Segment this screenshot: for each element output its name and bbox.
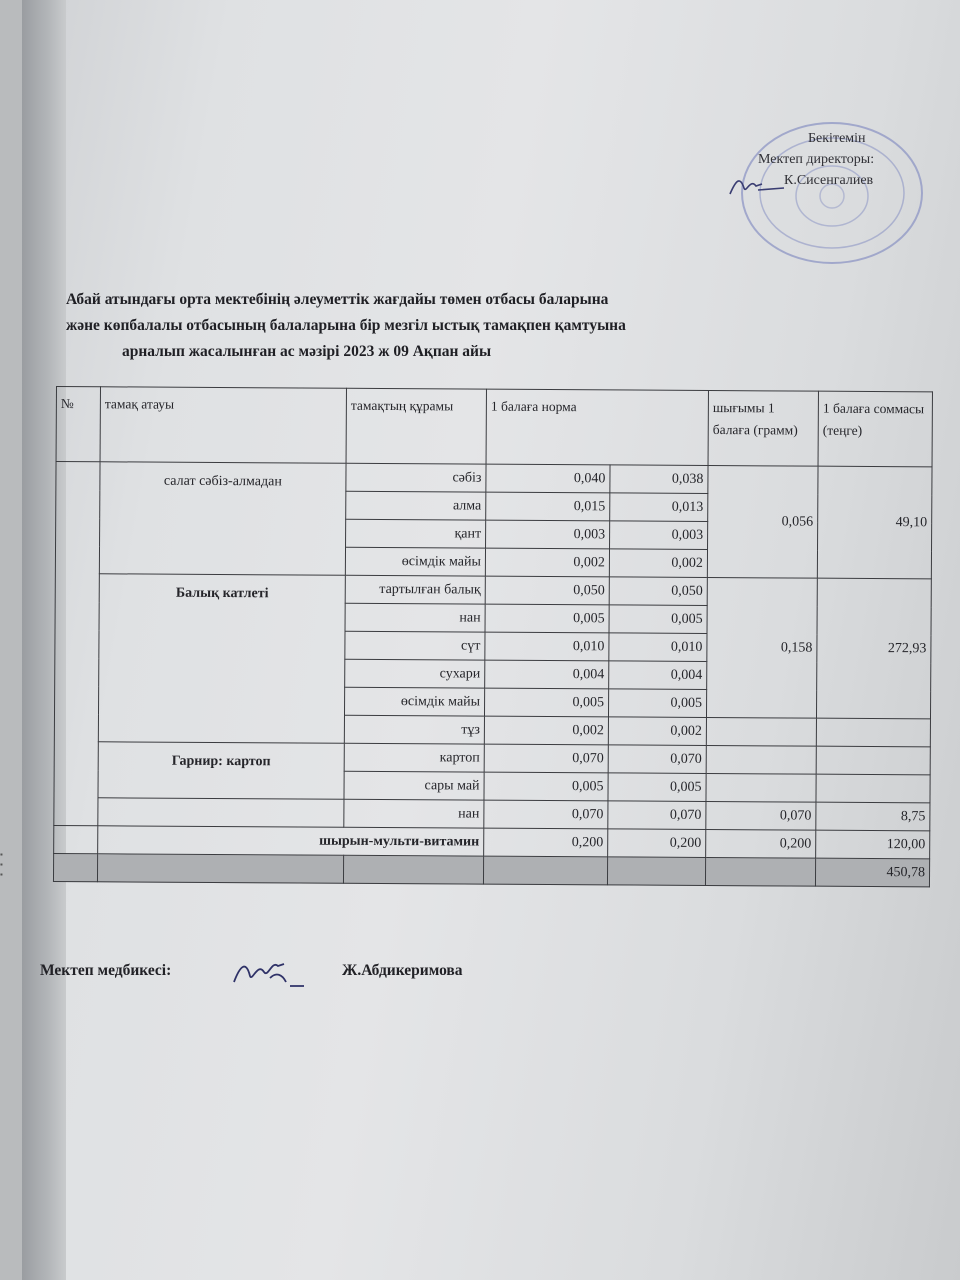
header-row bbox=[56, 387, 932, 467]
header-num: № bbox=[56, 387, 100, 462]
total-row bbox=[53, 853, 929, 886]
dish-name: салат сәбіз-алмадан bbox=[99, 462, 346, 576]
title-line-1: Абай атындағы орта мектебінің әлеуметтік жағдайы төмен отбасы баларына bbox=[66, 291, 609, 308]
norm1-cell: 0,005 bbox=[484, 688, 608, 717]
norm2-cell: 0,050 bbox=[609, 577, 707, 606]
empty-cell bbox=[706, 773, 816, 802]
shaded-cell bbox=[97, 854, 343, 884]
footer bbox=[40, 962, 463, 980]
ingredient-cell: сухари bbox=[345, 659, 485, 688]
shaded-cell bbox=[343, 855, 483, 884]
approval-line-3: К.Сисенгалиев bbox=[784, 173, 874, 188]
norm1-cell: 0,002 bbox=[485, 548, 609, 577]
title-line-3: арналып жасалынған ас мәзірі 2023 ж 09 Ақпан айы bbox=[122, 343, 492, 360]
norm2-cell: 0,002 bbox=[608, 717, 706, 746]
cost-cell: 49,10 bbox=[817, 466, 932, 579]
output-cell: 0,070 bbox=[706, 801, 816, 830]
shaded-cell bbox=[53, 853, 97, 881]
norm1-cell: 0,010 bbox=[485, 632, 609, 661]
header-output: шығымы 1 балаға (грамм) bbox=[708, 390, 818, 466]
nurse-label: Мектеп медбикесі: bbox=[40, 962, 172, 979]
norm2-cell: 0,070 bbox=[608, 745, 706, 774]
ingredient-cell: картоп bbox=[344, 743, 484, 772]
dish-name: Гарнир: картоп bbox=[98, 742, 344, 800]
ingredient-cell: нан bbox=[345, 603, 485, 632]
total-cost: 450,78 bbox=[815, 858, 929, 887]
ingredient-cell: тартылған балық bbox=[345, 575, 485, 604]
norm1-cell: 0,070 bbox=[484, 744, 608, 773]
ingredient-cell: алма bbox=[346, 491, 486, 520]
norm2-cell: 0,002 bbox=[609, 549, 707, 578]
margin-marks: ▪ ▪ ▪ bbox=[0, 850, 3, 879]
norm2-cell: 0,070 bbox=[608, 801, 706, 830]
norm2-cell: 0,004 bbox=[609, 661, 707, 690]
approval-line-1: Бекітемін bbox=[808, 131, 866, 146]
norm2-cell: 0,005 bbox=[609, 605, 707, 634]
approval-line-2: Мектеп директоры: bbox=[758, 152, 875, 167]
ingredient-cell: өсімдік майы bbox=[344, 687, 484, 716]
shaded-cell bbox=[607, 857, 705, 886]
norm2-cell: 0,013 bbox=[610, 493, 708, 522]
norm1-cell: 0,005 bbox=[485, 604, 609, 633]
table-row bbox=[54, 741, 930, 774]
norm1-cell: 0,200 bbox=[484, 828, 608, 857]
norm1-cell: 0,050 bbox=[485, 576, 609, 605]
nurse-name: Ж.Абдикеримова bbox=[342, 962, 463, 979]
norm1-cell: 0,004 bbox=[485, 660, 609, 689]
nurse-signature bbox=[228, 952, 308, 990]
norm1-cell: 0,005 bbox=[484, 772, 608, 801]
ingredient-cell: сүт bbox=[345, 631, 485, 660]
norm2-cell: 0,200 bbox=[608, 829, 706, 858]
num-cell bbox=[54, 462, 100, 826]
ingredient-cell: нан bbox=[344, 799, 484, 828]
norm1-cell: 0,070 bbox=[484, 800, 608, 829]
empty-cell bbox=[706, 745, 816, 774]
header-composition: тамақтың құрамы bbox=[346, 388, 486, 464]
cost-cell: 120,00 bbox=[816, 830, 930, 859]
num-cell bbox=[54, 825, 98, 853]
empty-cell bbox=[706, 717, 816, 746]
cost-cell: 8,75 bbox=[816, 802, 930, 831]
dish-name: Балық катлеті bbox=[98, 574, 345, 743]
ingredient-cell: сәбіз bbox=[346, 463, 486, 492]
empty-cell bbox=[816, 718, 930, 747]
title-line-2: және көпбалалы отбасының балаларына бір мезгіл ыстық тамақпен қамтуына bbox=[66, 317, 626, 334]
header-cost: 1 балаға соммасы (теңге) bbox=[818, 391, 932, 467]
output-cell: 0,200 bbox=[706, 829, 816, 858]
empty-cell bbox=[98, 798, 344, 828]
table-row bbox=[55, 573, 931, 606]
empty-cell bbox=[816, 746, 930, 775]
shaded-cell bbox=[705, 857, 815, 886]
ingredient-cell: қант bbox=[346, 519, 486, 548]
dish-name: шырын-мульти-витамин bbox=[98, 826, 484, 856]
norm1-cell: 0,015 bbox=[486, 492, 610, 521]
header-dish: тамақ атауы bbox=[100, 387, 346, 464]
norm1-cell: 0,003 bbox=[486, 520, 610, 549]
output-cell: 0,158 bbox=[706, 577, 817, 718]
norm2-cell: 0,005 bbox=[608, 773, 706, 802]
document-title bbox=[66, 287, 806, 365]
ingredient-cell: сары май bbox=[344, 771, 484, 800]
table-row bbox=[56, 462, 932, 495]
norm2-cell: 0,003 bbox=[610, 521, 708, 550]
norm1-cell: 0,002 bbox=[484, 716, 608, 745]
empty-cell bbox=[816, 774, 930, 803]
director-signature bbox=[726, 170, 786, 200]
norm2-cell: 0,038 bbox=[610, 465, 708, 494]
norm1-cell: 0,040 bbox=[486, 464, 610, 493]
norm2-cell: 0,010 bbox=[609, 633, 707, 662]
header-norm: 1 балаға норма bbox=[486, 389, 708, 465]
norm2-cell: 0,005 bbox=[608, 689, 706, 718]
cost-cell: 272,93 bbox=[816, 578, 931, 719]
menu-table bbox=[53, 386, 933, 887]
shaded-cell bbox=[483, 856, 607, 885]
ingredient-cell: тұз bbox=[344, 715, 484, 744]
ingredient-cell: өсімдік майы bbox=[345, 547, 485, 576]
output-cell: 0,056 bbox=[707, 465, 818, 578]
